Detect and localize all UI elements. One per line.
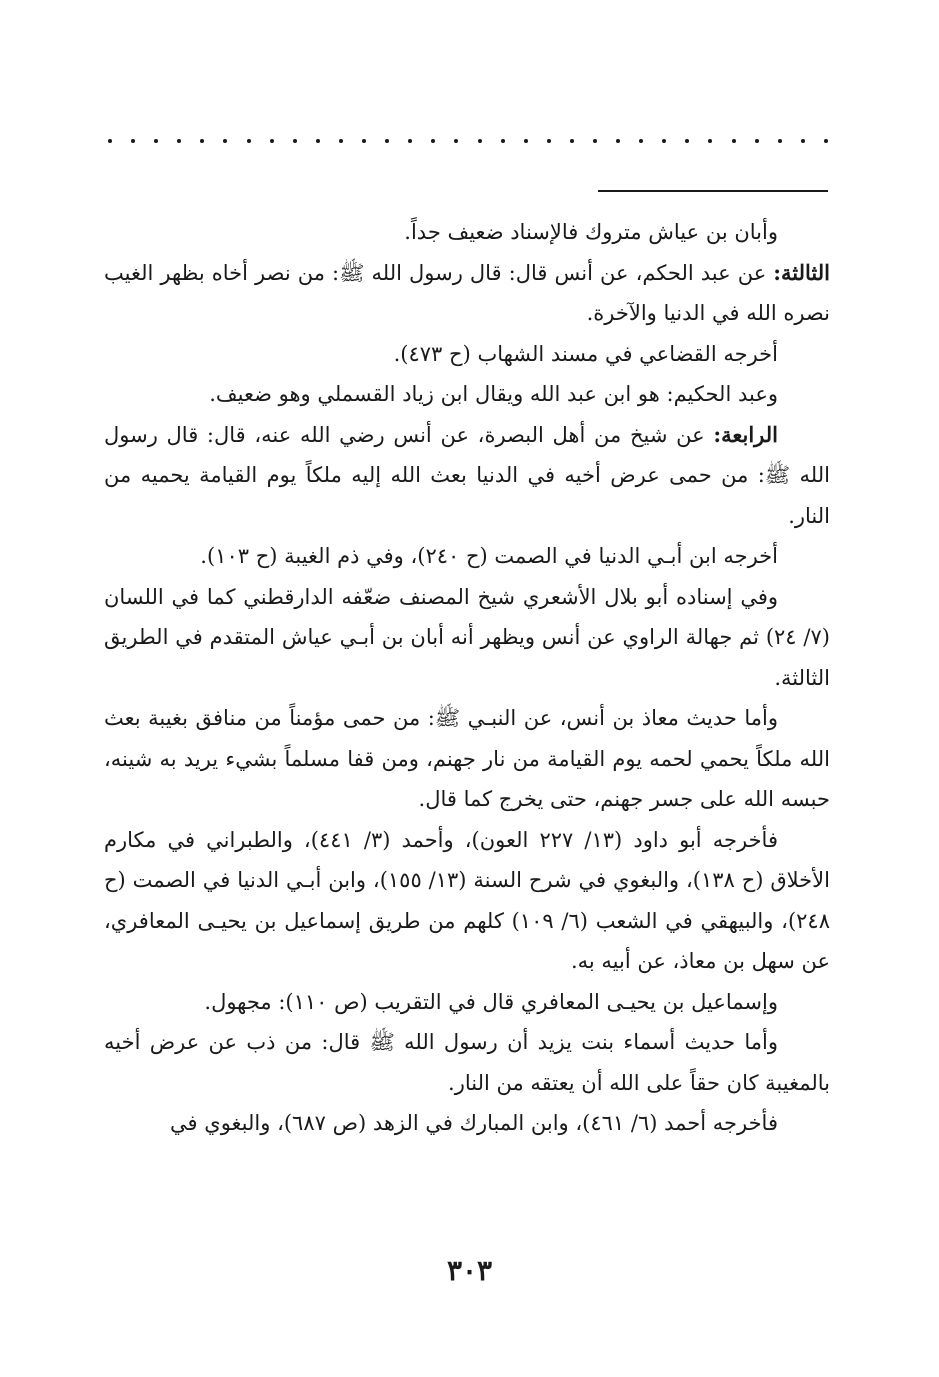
separator-dot (154, 139, 158, 143)
paragraph: وعبد الحكيم: هو ابن عبد الله ويقال ابن زياد القسملي وهو ضعيف. (209, 382, 778, 406)
paragraph: فأخرجه أحمد (٦/ ٤٦١)، وابن المبارك في الزهد (ص ٦٨٧)، والبغوي في (170, 1111, 778, 1135)
separator-dot (385, 139, 389, 143)
paragraph: الثالثة: عن عبد الحكم، عن أنس قال: قال رسول الله ﷺ: من نصر أخاه بظهر الغيب نصره الله في الدنيا والآخرة. (104, 259, 830, 325)
separator-dot (177, 139, 181, 143)
separator-dot (247, 139, 251, 143)
separator-dot (293, 139, 297, 143)
separator-dot (131, 139, 135, 143)
paragraph: وأما حديث معاذ بن أنس، عن النبـي ﷺ: من حمى مؤمناً من منافق بغيبة بعث الله ملكاً يحمي لحمه يوم القيامة من نار جهنم، ومن قفا مسلماً بشيء يريد به شينه، حبسه الله على جسر جهنم، حتى يخرج كما قال. (104, 706, 830, 811)
paragraph-lead: الثالثة: (773, 259, 830, 285)
separator-dot (616, 139, 620, 143)
separator-dot (732, 139, 736, 143)
separator-dot (570, 139, 574, 143)
separator-dot (339, 139, 343, 143)
separator-dot (801, 139, 805, 143)
paragraph-lead: الرابعة: (713, 421, 778, 447)
separator-dot (755, 139, 759, 143)
separator-dot (662, 139, 666, 143)
paragraph: أخرجه ابن أبـي الدنيا في الصمت (ح ٢٤٠)، وفي ذم الغيبة (ح ١٠٣). (200, 544, 778, 568)
separator-dot (431, 139, 435, 143)
page-number: ٣٠٣ (446, 1254, 493, 1287)
separator-dot (270, 139, 274, 143)
separator-dot (362, 139, 366, 143)
separator-dot (639, 139, 643, 143)
paragraph: وفي إسناده أبو بلال الأشعري شيخ المصنف ضعّفه الدارقطني كما في اللسان (٧/ ٢٤) ثم جهالة الراوي عن أنس ويظهر أنه أبان بن أبـي عياش المتقدم في الطريق الثالثة. (104, 584, 830, 690)
separator-dot (547, 139, 551, 143)
page-body-text (104, 212, 830, 1252)
footnote-rule (598, 190, 828, 192)
separator-dot (478, 139, 482, 143)
paragraph: الرابعة: عن شيخ من أهل البصرة، عن أنس رضي الله عنه، قال: قال رسول الله ﷺ: من حمى عرض أخيه في الدنيا بعث الله إليه ملكاً يوم القيامة يحميه من النار. (104, 421, 830, 528)
separator-dot (108, 139, 112, 143)
separator-dot (501, 139, 505, 143)
dotted-separator (108, 136, 828, 146)
separator-dot (223, 139, 227, 143)
paragraph: وأبان بن عياش متروك فالإسناد ضعيف جداً. (404, 220, 778, 244)
separator-dot (316, 139, 320, 143)
separator-dot (685, 139, 689, 143)
separator-dot (708, 139, 712, 143)
separator-dot (593, 139, 597, 143)
separator-dot (454, 139, 458, 143)
separator-dot (778, 139, 782, 143)
paragraph: وأما حديث أسماء بنت يزيد أن رسول الله ﷺ قال: من ذب عن عرض أخيه بالمغيبة كان حقاً على الله أن يعتقه من النار. (104, 1030, 830, 1095)
separator-dot (824, 139, 828, 143)
paragraph: فأخرجه أبو داود (١٣/ ٢٢٧ العون)، وأحمد (٣/ ٤٤١)، والطبراني في مكارم الأخلاق (ح ١٣٨)، والبغوي في شرح السنة (١٣/ ١٥٥)، وابن أبـي الدنيا في الصمت (ح ٢٤٨)، والبيهقي في الشعب (٦/ ١٠٩) كلهم من طريق إسماعيل بن يحيـى المعافري، عن سهل بن معاذ، عن أبيه به. (104, 827, 830, 973)
separator-dot (200, 139, 204, 143)
separator-dot (524, 139, 528, 143)
separator-dot (408, 139, 412, 143)
paragraph: أخرجه القضاعي في مسند الشهاب (ح ٤٧٣). (393, 341, 778, 366)
paragraph: وإسماعيل بن يحيـى المعافري قال في التقريب (ص ١١٠): مجهول. (204, 989, 778, 1014)
